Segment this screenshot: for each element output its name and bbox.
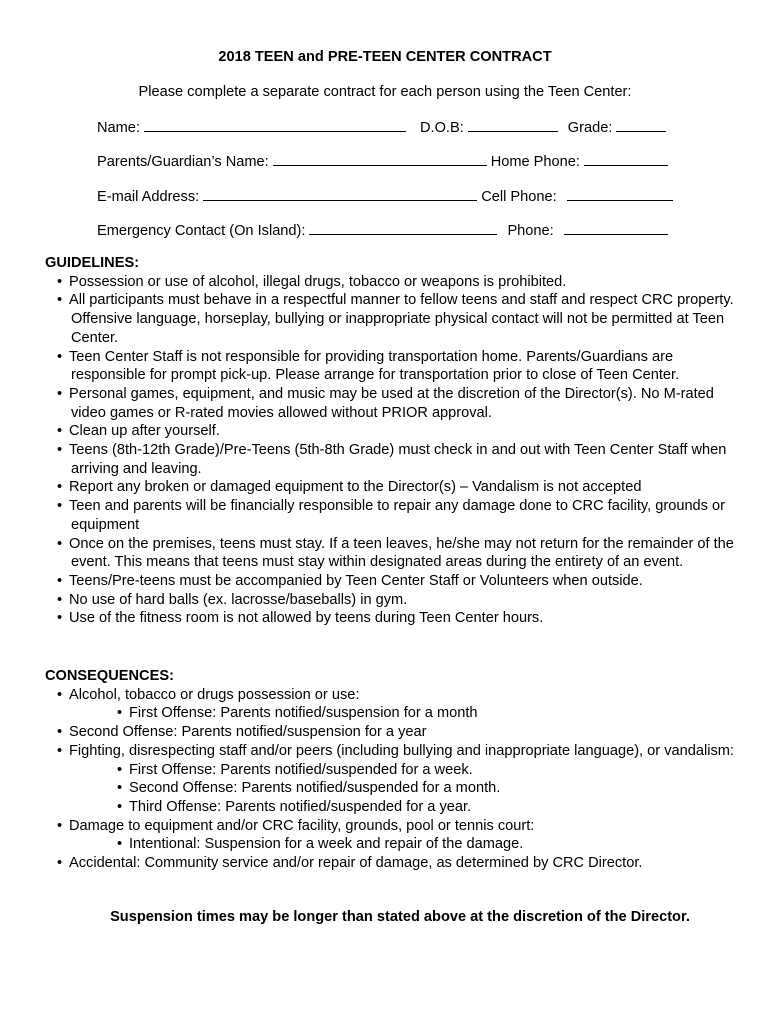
consequences-list (45, 686, 735, 873)
cell-phone-label: Cell Phone: (481, 189, 557, 205)
name-label: Name: (97, 120, 140, 136)
field-row-name (97, 118, 675, 138)
grade-label: Grade: (567, 120, 613, 136)
email-label: E-mail Address: (97, 189, 200, 205)
list-item: • Alcohol, tobacco or drugs possession or use: (45, 686, 735, 705)
list-item: • Accidental: Community service and/or repair of damage, as determined by CRC Director. (45, 854, 735, 873)
phone-line[interactable] (564, 221, 668, 235)
consequences-section (45, 667, 735, 873)
emergency-line[interactable] (309, 221, 497, 235)
guidelines-heading: GUIDELINES: (45, 255, 140, 271)
list-item: • First Offense: Parents notified/suspension for a month (45, 704, 735, 723)
list-item: • Teens (8th-12th Grade)/Pre-Teens (5th-8th Grade) must check in and out with Teen Center Staff when arriving and leaving. (45, 441, 735, 478)
list-item: • Possession or use of alcohol, illegal drugs, tobacco or weapons is prohibited. (45, 273, 735, 292)
phone-label: Phone: (507, 223, 554, 239)
guidelines-list (45, 273, 735, 628)
list-item: • Second Offense: Parents notified/suspended for a month. (45, 779, 735, 798)
field-row-emergency (97, 221, 675, 241)
list-item: • No use of hard balls (ex. lacrosse/baseballs) in gym. (45, 591, 735, 610)
grade-line[interactable] (616, 118, 666, 132)
list-item: • Third Offense: Parents notified/suspended for a year. (45, 798, 735, 817)
consequences-heading: CONSEQUENCES: (45, 668, 174, 684)
email-line[interactable] (203, 187, 477, 201)
list-item: • Clean up after yourself. (45, 422, 735, 441)
list-item: • Use of the fitness room is not allowed by teens during Teen Center hours. (45, 609, 735, 628)
list-item: • Report any broken or damaged equipment to the Director(s) – Vandalism is not accepted (45, 478, 735, 497)
list-item: • Once on the premises, teens must stay. If a teen leaves, he/she may not return for the remainder of the event. This means that teens must stay within designated areas during the entirety of an event. (45, 535, 735, 572)
list-item: • Second Offense: Parents notified/suspension for a year (45, 723, 735, 742)
dob-label: D.O.B: (419, 120, 464, 136)
list-item: • Intentional: Suspension for a week and repair of the damage. (45, 835, 735, 854)
guidelines-section (45, 254, 735, 628)
list-item: • Teen and parents will be financially responsible to repair any damage done to CRC facility, grounds or equipment (45, 497, 735, 534)
name-line[interactable] (144, 118, 406, 132)
list-item: • First Offense: Parents notified/suspended for a week. (45, 761, 735, 780)
dob-line[interactable] (468, 118, 558, 132)
list-item: • Damage to equipment and/or CRC facility, grounds, pool or tennis court: (45, 817, 735, 836)
list-item: • Fighting, disrespecting staff and/or peers (including bullying and inappropriate language), or vandalism: (45, 742, 735, 761)
list-item: • Personal games, equipment, and music may be used at the discretion of the Director(s). No M-rated video games or R-rated movies allowed without PRIOR approval. (45, 385, 735, 422)
footer-note: Suspension times may be longer than stated above at the discretion of the Director. (110, 909, 690, 925)
page-subtitle: Please complete a separate contract for each person using the Teen Center: (138, 84, 632, 100)
field-row-email (97, 187, 675, 207)
cell-phone-line[interactable] (567, 187, 673, 201)
parents-line[interactable] (273, 152, 487, 166)
parents-label: Parents/Guardian’s Name: (97, 154, 269, 170)
list-item: • Teen Center Staff is not responsible for providing transportation home. Parents/Guardians are responsible for prompt pick-up. Please arrange for transportation prior to close of Teen Center. (45, 348, 735, 385)
list-item: • Teens/Pre-teens must be accompanied by Teen Center Staff or Volunteers when outside. (45, 572, 735, 591)
home-phone-line[interactable] (584, 152, 668, 166)
list-item: • All participants must behave in a respectful manner to fellow teens and staff and respect CRC property. Offensive language, horseplay, bullying or inappropriate physical contact will not be permitted at Teen Center. (45, 291, 735, 347)
field-row-parents (97, 152, 675, 172)
page-title: 2018 TEEN and PRE-TEEN CENTER CONTRACT (218, 49, 552, 65)
home-phone-label: Home Phone: (490, 154, 580, 170)
emergency-label: Emergency Contact (On Island): (97, 223, 306, 239)
